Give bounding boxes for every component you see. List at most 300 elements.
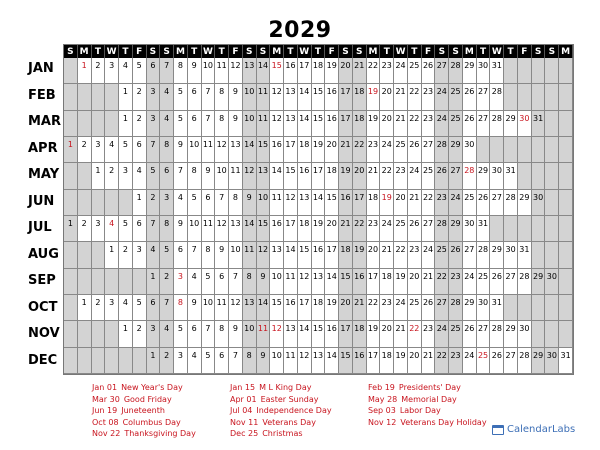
day-cell: 22 (435, 269, 449, 295)
weekday-header: M (270, 45, 284, 58)
day-cell: 22 (394, 242, 408, 268)
day-cell: 3 (174, 269, 188, 295)
day-cell: 12 (215, 216, 229, 242)
day-cell: 11 (229, 163, 243, 189)
weekday-header: T (408, 45, 422, 58)
day-cell: 5 (174, 84, 188, 110)
day-cell: 1 (119, 111, 133, 137)
day-cell: 18 (353, 111, 367, 137)
holiday-item (230, 418, 316, 427)
day-cell: 4 (160, 84, 174, 110)
day-cell: 26 (490, 348, 504, 374)
day-cell: 3 (105, 295, 119, 321)
day-cell: 27 (477, 321, 491, 347)
day-cell: 24 (463, 269, 477, 295)
day-cell: 28 (504, 190, 518, 216)
day-cell: 5 (133, 58, 147, 84)
day-cell: 29 (518, 190, 532, 216)
day-cell: 9 (229, 321, 243, 347)
empty-cell (504, 84, 518, 110)
day-cell: 30 (477, 58, 491, 84)
day-cell: 11 (202, 137, 216, 163)
empty-cell (64, 321, 78, 347)
day-cell: 18 (312, 295, 326, 321)
day-cell: 8 (215, 84, 229, 110)
day-cell: 2 (78, 137, 92, 163)
calendar-title: 2029 (268, 18, 332, 43)
day-cell: 23 (422, 111, 436, 137)
day-cell: 27 (422, 137, 436, 163)
day-cell: 24 (463, 348, 477, 374)
month-label: APR (28, 140, 58, 156)
day-cell: 30 (518, 111, 532, 137)
day-cell: 19 (367, 111, 381, 137)
holiday-date: Apr 01 (230, 394, 257, 404)
day-cell: 3 (92, 137, 106, 163)
day-cell: 18 (367, 190, 381, 216)
day-cell: 26 (463, 321, 477, 347)
day-cell: 23 (422, 321, 436, 347)
day-cell: 18 (298, 216, 312, 242)
day-cell: 28 (449, 58, 463, 84)
holiday-name: Independence Day (256, 406, 332, 415)
day-cell: 22 (408, 321, 422, 347)
day-cell: 9 (257, 269, 271, 295)
day-cell: 27 (504, 269, 518, 295)
day-cell: 8 (174, 295, 188, 321)
day-cell: 26 (408, 216, 422, 242)
holiday-item (92, 418, 181, 427)
empty-cell (545, 321, 559, 347)
day-cell: 7 (174, 163, 188, 189)
day-cell: 14 (325, 348, 339, 374)
day-cell: 24 (435, 84, 449, 110)
empty-cell (78, 163, 92, 189)
holiday-name: Veterans Day (262, 417, 316, 427)
day-cell: 24 (408, 163, 422, 189)
day-cell: 18 (380, 269, 394, 295)
day-cell: 7 (160, 58, 174, 84)
day-cell: 25 (449, 321, 463, 347)
holiday-item (230, 406, 332, 415)
day-cell: 22 (353, 137, 367, 163)
day-cell: 27 (490, 190, 504, 216)
day-cell: 26 (449, 242, 463, 268)
day-cell: 2 (105, 163, 119, 189)
empty-cell (133, 269, 147, 295)
weekday-header: T (215, 45, 229, 58)
day-cell: 21 (394, 84, 408, 110)
day-cell: 15 (339, 269, 353, 295)
weekday-header: T (92, 45, 106, 58)
day-cell: 2 (133, 84, 147, 110)
day-cell: 4 (188, 269, 202, 295)
weekday-header: S (545, 45, 559, 58)
weekday-header: T (119, 45, 133, 58)
day-cell: 23 (435, 190, 449, 216)
day-cell: 23 (380, 295, 394, 321)
weekday-header: S (339, 45, 353, 58)
day-cell: 10 (229, 242, 243, 268)
empty-cell (64, 348, 78, 374)
empty-cell (559, 163, 573, 189)
day-cell: 27 (477, 111, 491, 137)
day-cell: 1 (119, 84, 133, 110)
year-calendar-grid (63, 44, 574, 375)
day-cell: 22 (353, 216, 367, 242)
day-cell: 19 (380, 190, 394, 216)
empty-cell (105, 190, 119, 216)
weekday-header: S (532, 45, 546, 58)
day-cell: 8 (174, 58, 188, 84)
holiday-date: Nov 22 (92, 429, 121, 438)
day-cell: 10 (243, 111, 257, 137)
day-cell: 10 (215, 163, 229, 189)
empty-cell (92, 111, 106, 137)
day-cell: 13 (229, 216, 243, 242)
day-cell: 8 (243, 348, 257, 374)
empty-cell (64, 84, 78, 110)
empty-cell (78, 321, 92, 347)
day-cell: 16 (339, 190, 353, 216)
weekday-header: M (559, 45, 573, 58)
day-cell: 15 (270, 58, 284, 84)
empty-cell (504, 58, 518, 84)
day-cell: 8 (160, 216, 174, 242)
empty-cell (532, 84, 546, 110)
weekday-header: S (64, 45, 78, 58)
day-cell: 5 (174, 321, 188, 347)
day-cell: 14 (298, 111, 312, 137)
day-cell: 28 (449, 295, 463, 321)
day-cell: 8 (243, 269, 257, 295)
day-cell: 21 (367, 163, 381, 189)
day-cell: 27 (504, 348, 518, 374)
empty-cell (490, 137, 504, 163)
day-cell: 4 (119, 58, 133, 84)
day-cell: 5 (202, 348, 216, 374)
day-cell: 26 (477, 190, 491, 216)
day-cell: 3 (133, 242, 147, 268)
day-cell: 21 (380, 242, 394, 268)
day-cell: 10 (202, 58, 216, 84)
empty-cell (559, 242, 573, 268)
empty-cell (92, 190, 106, 216)
holiday-name: Labor Day (399, 406, 441, 415)
holiday-date: Nov 11 (230, 417, 259, 427)
day-cell: 7 (229, 269, 243, 295)
day-cell: 18 (339, 242, 353, 268)
empty-cell (78, 242, 92, 268)
empty-cell (119, 190, 133, 216)
day-cell: 30 (545, 348, 559, 374)
day-cell: 17 (367, 269, 381, 295)
brand-name: CalendarLabs (507, 424, 576, 435)
holiday-date: Sep 03 (368, 406, 396, 415)
day-cell: 5 (174, 111, 188, 137)
day-cell: 26 (408, 137, 422, 163)
day-cell: 25 (422, 163, 436, 189)
weekday-header: S (257, 45, 271, 58)
day-cell: 20 (367, 242, 381, 268)
day-cell: 13 (284, 84, 298, 110)
holiday-item (92, 406, 165, 415)
day-cell: 12 (243, 163, 257, 189)
day-cell: 30 (518, 321, 532, 347)
holiday-name: Veterans Day Holiday (400, 417, 487, 427)
day-cell: 10 (243, 321, 257, 347)
empty-cell (559, 58, 573, 84)
day-cell: 18 (312, 58, 326, 84)
day-cell: 4 (105, 216, 119, 242)
day-cell: 5 (119, 137, 133, 163)
empty-cell (559, 321, 573, 347)
weekday-header: S (160, 45, 174, 58)
holiday-item (230, 429, 303, 438)
weekday-header: W (298, 45, 312, 58)
day-cell: 21 (408, 190, 422, 216)
day-cell: 30 (463, 216, 477, 242)
holiday-item (368, 406, 441, 415)
day-cell: 23 (380, 58, 394, 84)
day-cell: 1 (147, 348, 161, 374)
day-cell: 4 (160, 321, 174, 347)
day-cell: 1 (64, 137, 78, 163)
empty-cell (490, 216, 504, 242)
day-cell: 25 (449, 111, 463, 137)
empty-cell (545, 84, 559, 110)
day-cell: 31 (477, 216, 491, 242)
day-cell: 21 (339, 137, 353, 163)
day-cell: 25 (408, 295, 422, 321)
day-cell: 22 (435, 348, 449, 374)
day-cell: 29 (449, 216, 463, 242)
day-cell: 10 (188, 216, 202, 242)
day-cell: 6 (133, 216, 147, 242)
empty-cell (78, 190, 92, 216)
day-cell: 11 (215, 58, 229, 84)
day-cell: 2 (78, 216, 92, 242)
day-cell: 14 (270, 163, 284, 189)
empty-cell (92, 242, 106, 268)
day-cell: 20 (353, 163, 367, 189)
day-cell: 18 (380, 348, 394, 374)
day-cell: 8 (160, 137, 174, 163)
day-cell: 20 (408, 348, 422, 374)
day-cell: 14 (312, 190, 326, 216)
day-cell: 10 (270, 269, 284, 295)
day-cell: 12 (298, 269, 312, 295)
weekday-header: W (490, 45, 504, 58)
weekday-header: F (325, 45, 339, 58)
day-cell: 31 (518, 242, 532, 268)
holiday-date: Jul 04 (230, 406, 253, 415)
day-cell: 17 (284, 137, 298, 163)
day-cell: 11 (257, 111, 271, 137)
day-cell: 17 (353, 190, 367, 216)
empty-cell (119, 269, 133, 295)
day-cell: 25 (463, 190, 477, 216)
day-cell: 24 (380, 216, 394, 242)
day-cell: 14 (284, 242, 298, 268)
day-cell: 9 (257, 348, 271, 374)
day-cell: 23 (394, 163, 408, 189)
empty-cell (105, 84, 119, 110)
day-cell: 29 (490, 242, 504, 268)
day-cell: 19 (367, 84, 381, 110)
empty-cell (518, 84, 532, 110)
day-cell: 11 (257, 84, 271, 110)
day-cell: 24 (394, 295, 408, 321)
holiday-name: Christmas (262, 429, 303, 438)
day-cell: 19 (312, 137, 326, 163)
day-cell: 6 (215, 269, 229, 295)
day-cell: 5 (147, 163, 161, 189)
day-cell: 30 (545, 269, 559, 295)
day-cell: 14 (257, 295, 271, 321)
day-cell: 16 (298, 163, 312, 189)
day-cell: 9 (174, 216, 188, 242)
day-cell: 9 (188, 295, 202, 321)
empty-cell (532, 242, 546, 268)
day-cell: 6 (133, 137, 147, 163)
day-cell: 14 (243, 216, 257, 242)
weekday-header: S (449, 45, 463, 58)
weekday-header: F (518, 45, 532, 58)
calendar-icon (492, 425, 504, 435)
day-cell: 30 (504, 242, 518, 268)
holiday-name: M L King Day (259, 383, 312, 392)
day-cell: 24 (435, 321, 449, 347)
day-cell: 19 (325, 295, 339, 321)
day-cell: 14 (298, 84, 312, 110)
day-cell: 16 (270, 137, 284, 163)
day-cell: 8 (188, 163, 202, 189)
day-cell: 6 (202, 190, 216, 216)
day-cell: 16 (270, 216, 284, 242)
day-cell: 15 (257, 216, 271, 242)
day-cell: 7 (202, 84, 216, 110)
day-cell: 17 (284, 216, 298, 242)
day-cell: 11 (215, 295, 229, 321)
day-cell: 22 (408, 111, 422, 137)
day-cell: 3 (119, 163, 133, 189)
day-cell: 18 (353, 84, 367, 110)
holiday-name: New Year's Day (121, 383, 183, 392)
day-cell: 16 (325, 111, 339, 137)
holiday-name: Thanksgiving Day (124, 429, 196, 438)
day-cell: 15 (257, 137, 271, 163)
day-cell: 21 (422, 348, 436, 374)
empty-cell (559, 269, 573, 295)
day-cell: 23 (422, 84, 436, 110)
day-cell: 23 (449, 269, 463, 295)
day-cell: 19 (312, 216, 326, 242)
day-cell: 6 (188, 111, 202, 137)
empty-cell (559, 190, 573, 216)
empty-cell (92, 84, 106, 110)
day-cell: 31 (532, 111, 546, 137)
weekday-header: S (243, 45, 257, 58)
day-cell: 19 (394, 269, 408, 295)
day-cell: 31 (490, 295, 504, 321)
empty-cell (78, 348, 92, 374)
day-cell: 21 (339, 216, 353, 242)
day-cell: 14 (325, 269, 339, 295)
day-cell: 25 (477, 269, 491, 295)
day-cell: 8 (215, 111, 229, 137)
weekday-header: S (147, 45, 161, 58)
day-cell: 29 (449, 137, 463, 163)
day-cell: 20 (339, 58, 353, 84)
empty-cell (518, 295, 532, 321)
day-cell: 15 (325, 190, 339, 216)
day-cell: 13 (243, 58, 257, 84)
empty-cell (545, 216, 559, 242)
holiday-item (368, 418, 487, 427)
day-cell: 4 (105, 137, 119, 163)
day-cell: 3 (160, 190, 174, 216)
holiday-date: Jan 01 (92, 383, 118, 392)
empty-cell (532, 321, 546, 347)
month-label: JUL (28, 220, 52, 236)
day-cell: 17 (339, 321, 353, 347)
day-cell: 28 (435, 216, 449, 242)
day-cell: 1 (78, 295, 92, 321)
weekday-header: T (284, 45, 298, 58)
day-cell: 10 (270, 348, 284, 374)
day-cell: 31 (504, 163, 518, 189)
day-cell: 22 (367, 58, 381, 84)
day-cell: 22 (367, 295, 381, 321)
day-cell: 20 (380, 84, 394, 110)
day-cell: 28 (490, 84, 504, 110)
day-cell: 20 (408, 269, 422, 295)
day-cell: 5 (119, 216, 133, 242)
day-cell: 11 (257, 321, 271, 347)
holiday-date: Oct 08 (92, 417, 119, 427)
day-cell: 19 (353, 242, 367, 268)
day-cell: 17 (325, 242, 339, 268)
day-cell: 4 (188, 348, 202, 374)
day-cell: 7 (147, 137, 161, 163)
empty-cell (133, 348, 147, 374)
day-cell: 17 (312, 163, 326, 189)
day-cell: 22 (422, 190, 436, 216)
empty-cell (105, 269, 119, 295)
day-cell: 3 (147, 321, 161, 347)
weekday-header: S (435, 45, 449, 58)
day-cell: 8 (202, 242, 216, 268)
day-cell: 20 (394, 190, 408, 216)
day-cell: 21 (422, 269, 436, 295)
month-label: NOV (28, 326, 60, 342)
day-cell: 29 (504, 321, 518, 347)
day-cell: 28 (518, 269, 532, 295)
weekday-header: M (174, 45, 188, 58)
day-cell: 11 (270, 190, 284, 216)
day-cell: 29 (532, 348, 546, 374)
weekday-header: F (133, 45, 147, 58)
holiday-name: Juneteenth (121, 406, 165, 415)
day-cell: 10 (257, 190, 271, 216)
day-cell: 17 (339, 84, 353, 110)
day-cell: 22 (408, 84, 422, 110)
day-cell: 25 (435, 242, 449, 268)
day-cell: 12 (298, 348, 312, 374)
day-cell: 2 (119, 242, 133, 268)
day-cell: 25 (394, 137, 408, 163)
